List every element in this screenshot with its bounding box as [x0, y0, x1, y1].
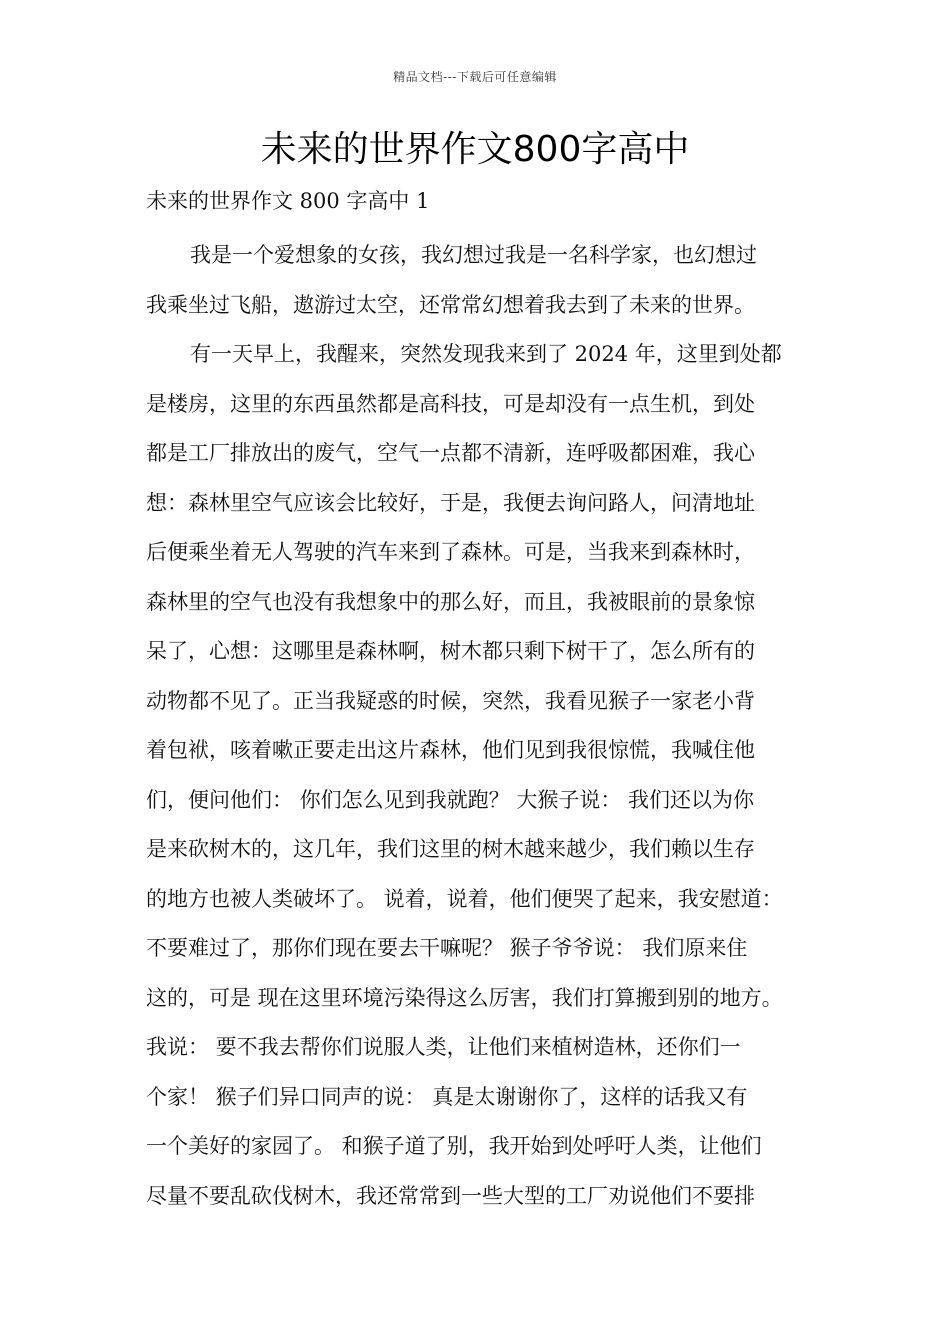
document-subtitle: 未来的世界作文 800 字高中 1	[146, 189, 430, 213]
paragraph-line: 是来砍树木的，这几年，我们这里的树木越来越少，我们赖以生存	[146, 837, 755, 861]
paragraph-line: 一个美好的家园了。 和猴子道了别，我开始到处呼吁人类，让他们	[146, 1134, 762, 1158]
paragraph-line: 想：森林里空气应该会比较好，于是，我便去询问路人，问清地址	[146, 490, 755, 515]
paragraph-line: 森林里的空气也没有我想象中的那么好，而且，我被眼前的景象惊	[146, 589, 755, 614]
paragraph-line: 呆了，心想：这哪里是森林啊，树木都只剩下树干了，怎么所有的	[146, 639, 755, 663]
paragraph-line: 动物都不见了。正当我疑惑的时候，突然，我看见猴子一家老小背	[146, 688, 755, 713]
paragraph-line: 后便乘坐着无人驾驶的汽车来到了森林。可是，当我来到森林时，	[146, 540, 755, 564]
document-title: 未来的世界作文800字高中	[260, 129, 690, 170]
paragraph-line: 不要难过了，那你们现在要去干嘛呢？ 猴子爷爷说： 我们原来住	[146, 936, 748, 960]
paragraph-line: 都是工厂排放出的废气，空气一点都不清新，连呼吸都困难，我心	[146, 441, 755, 465]
paragraph-line: 尽量不要乱砍伐树木，我还常常到一些大型的工厂劝说他们不要排	[146, 1183, 755, 1208]
paragraph-line: 们，便问他们： 你们怎么见到我就跑？ 大猴子说： 我们还以为你	[146, 787, 755, 812]
paragraph-line: 着包袱，咳着嗽正要走出这片森林，他们见到我很惊慌，我喊住他	[146, 738, 755, 762]
paragraph-line: 是楼房，这里的东西虽然都是高科技，可是却没有一点生机，到处	[146, 391, 755, 416]
page-header: 精品文档---下载后可任意编辑	[393, 70, 557, 84]
paragraph-line: 我说： 要不我去帮你们说服人类，让他们来植树造林，还你们一	[146, 1035, 741, 1059]
paragraph-line: 我乘坐过飞船，遨游过太空，还常常幻想着我去到了未来的世界。	[146, 292, 755, 317]
paragraph-line: 这的，可是 现在这里环境污染得这么厉害，我们打算搬到别的地方。	[146, 985, 783, 1010]
document-body	[146, 231, 836, 1221]
paragraph-line: 我是一个爱想象的女孩，我幻想过我是一名科学家，也幻想过	[190, 243, 757, 267]
paragraph-line: 的地方也被人类破坏了。 说着，说着，他们便哭了起来，我安慰道：	[146, 886, 783, 911]
paragraph-line: 个家！ 猴子们异口同声的说： 真是太谢谢你了，这样的话我又有	[146, 1084, 748, 1109]
paragraph-line: 有一天早上，我醒来，突然发现我来到了 2024 年，这里到处都	[190, 342, 782, 366]
